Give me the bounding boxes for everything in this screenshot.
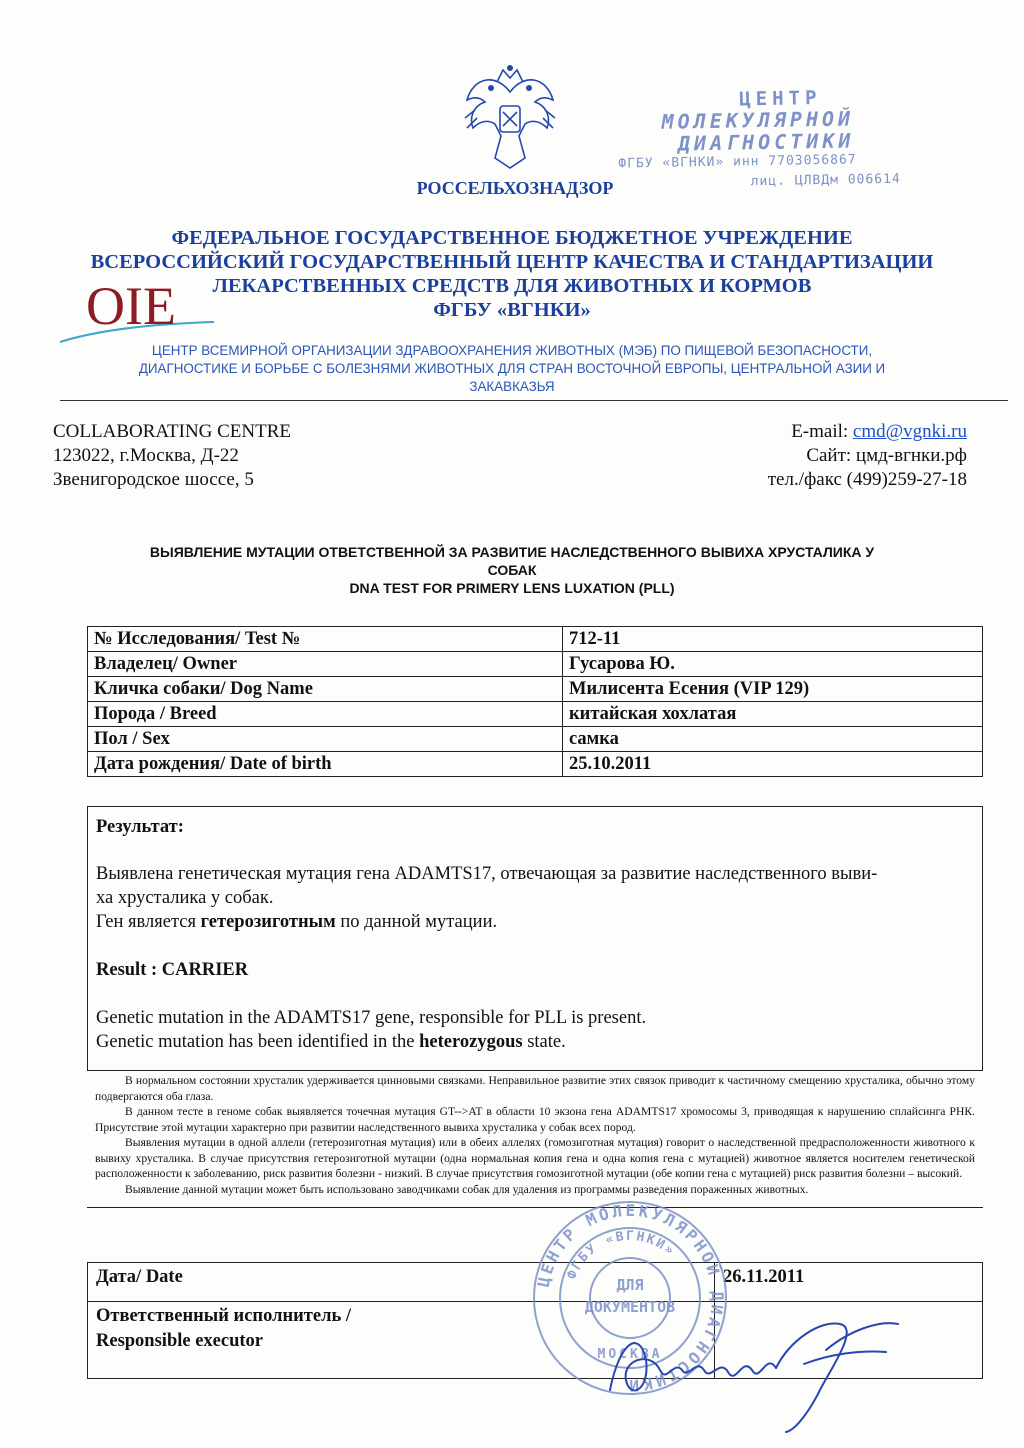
oie-logo-text: OIE [86,276,176,336]
stamp-line-4: ФГБУ «ВГНКИ» инн 7703056867 [618,152,857,172]
title-line-3: DNA TEST FOR PRIMERY LENS LUXATION (PLL) [349,580,675,596]
result-ru-gene-bold: гетерозиготным [200,912,336,932]
oie-line: ДИАГНОСТИКЕ И БОРЬБЕ С БОЛЕЗНЯМИ ЖИВОТНЫХ ДЛЯ СТРАН ВОСТОЧНОЙ ЕВРОПЫ, ЦЕНТРАЛЬНОЙ АЗИИ И [138,361,886,376]
test-number-label: № Исследования/ Test № [88,627,563,652]
table-row [88,727,983,752]
test-number-value: 712-11 [563,627,983,652]
address-line: 123022, г.Москва, Д-22 [53,445,239,466]
oie-line: ЗАКАВКАЗЬЯ [469,379,555,394]
result-ru-line-1: Выявлена генетическая мутация гена ADAMTS17, отвечающая за развитие наследственного выви- [96,864,878,884]
table-row [88,752,983,777]
email-label: E-mail: [791,421,853,442]
org-line: ФГБУ «ВГНКИ» [433,299,591,321]
birth-date-value: 25.10.2011 [563,752,983,777]
result-ru-gene-line [96,910,976,934]
stamp-center-2: ДОКУМЕНТОВ [584,1298,676,1316]
stamp-line-2: МОЛЕКУЛЯРНОЙ [661,106,855,134]
table-row [88,702,983,727]
coat-of-arms-emblem [455,62,565,174]
owner-label: Владелец/ Owner [88,652,563,677]
result-ru-line-2: ха хрусталика у собак. [96,888,274,908]
table-row [88,652,983,677]
result-en-line-2 [96,1030,976,1054]
date-label: Дата/ Date [88,1263,715,1302]
email-line [768,420,967,444]
result-en-post: state. [522,1032,566,1052]
birth-date-label: Дата рождения/ Date of birth [88,752,563,777]
result-box [87,806,983,1071]
explanatory-notes [87,1070,983,1208]
owner-value: Гусарова Ю. [563,652,983,677]
dog-name-value: Милисента Есения (VIP 129) [563,677,983,702]
title-line-1: ВЫЯВЛЕНИЕ МУТАЦИИ ОТВЕТСТВЕННОЙ ЗА РАЗВИТИЕ НАСЛЕДСТВЕННОГО ВЫВИХА ХРУСТАЛИКА У [149,544,875,560]
date-value: 26.11.2011 [715,1263,983,1302]
dog-name-label: Кличка собаки/ Dog Name [88,677,563,702]
breed-value: китайская хохлатая [563,702,983,727]
stamp-bottom: МОСКВА [597,1347,663,1362]
table-row [88,627,983,652]
address-line: Звенигородское шоссе, 5 [53,469,254,490]
stamp-line-1: ЦЕНТР [739,87,822,111]
executor-label-line-1: Ответственный исполнитель / [96,1306,351,1326]
website-line: Сайт: цмд-вгнки.рф [806,445,967,466]
result-en-bold: heterozygous [419,1032,523,1052]
result-status: Result : CARRIER [96,960,249,980]
sample-info-table [87,626,983,777]
agency-name: РОССЕЛЬХОЗНАДЗОР [416,178,614,198]
header-divider [60,400,1008,401]
oie-line: ЦЕНТР ВСЕМИРНОЙ ОРГАНИЗАЦИИ ЗДРАВООХРАНЕНИЯ ЖИВОТНЫХ (МЭБ) ПО ПИЩЕВОЙ БЕЗОПАСНОСТИ, [151,343,873,358]
result-ru-gene-post: по данной мутации. [335,912,498,932]
table-row [88,677,983,702]
title-line-2: СОБАК [487,562,537,578]
result-heading: Результат: [96,817,184,837]
result-content [96,815,976,1054]
note-paragraph: В нормальном состоянии хрусталик удерживается цинновыми связками. Неправильное развитие этих связок приводит к частичному смещению хрусталика, обычно этому подвергаются оба глаза. [95,1074,975,1103]
result-ru-gene-pre: Ген является [96,912,201,932]
org-line: ФЕДЕРАЛЬНОЕ ГОСУДАРСТВЕННОЕ БЮДЖЕТНОЕ УЧРЕЖДЕНИЕ [171,227,853,249]
address-line: COLLABORATING CENTRE [53,421,292,442]
document-title [40,543,984,597]
result-en-line-1: Genetic mutation in the ADAMTS17 gene, responsible for PLL is present. [96,1008,647,1028]
executor-signature [590,1300,910,1440]
result-en-pre: Genetic mutation has been identified in the [96,1032,420,1052]
breed-label: Порода / Breed [88,702,563,727]
oie-logo [58,272,218,347]
contact-block [768,420,967,492]
sex-value: самка [563,727,983,752]
org-line: ЛЕКАРСТВЕННЫХ СРЕДСТВ ДЛЯ ЖИВОТНЫХ И КОРМОВ [212,275,812,297]
executor-label-line-2: Responsible executor [96,1331,263,1351]
sex-label: Пол / Sex [88,727,563,752]
org-line: ВСЕРОССИЙСКИЙ ГОСУДАРСТВЕННЫЙ ЦЕНТР КАЧЕСТВА И СТАНДАРТИЗАЦИИ [90,251,934,273]
stamp-line-5: лиц. ЦЛВДм 006614 [750,171,901,190]
note-paragraph: Выявление данной мутации может быть использовано заводчиками собак для удаления из программы разведения пораженных животных. [125,1182,809,1196]
stamp-ring-text: ЦЕНТР МОЛЕКУЛЯРНОЙ ДИАГНОСТИКИ [533,1200,728,1396]
note-paragraph: В данном тесте в геноме собак выявляется точечная мутация GT-->AT в области 10 экзона гена ADAMTS17 хромосомы 3, приводящая к нарушению сплайсинга РНК. Присутствие этой мутации характерно при развитии наследственного вывиха хрусталика у собак всех пород. [95,1105,975,1134]
oie-centre-description [40,342,984,396]
note-paragraph: Выявления мутации в одной аллели (гетерозиготная мутация) или в обеих аллелях (гомозиготная мутация) говорит о наследственной предрасположенности животного к вывиху хрусталика. В случае присутствия гетерозиготной мутации (одна нормальная копия гена и одна копия гена с мутацией) животное является носителем генетической расположенности к заболеванию, риск развития болезни - низкий. В случае присутствия гомозиготной мутации (обе копии гена с мутацией) риск развития болезни – высокий. [95,1136,975,1180]
stamp-line-3: ДИАГНОСТИКИ [677,128,855,156]
phone-line: тел./факс (499)259-27-18 [767,469,967,490]
stamp-center-1: ДЛЯ [616,1276,644,1294]
molecular-diagnostics-stamp [599,85,931,201]
address-block [53,420,291,492]
stamp-inner-ring: ФГБУ «ВГНКИ» [564,1228,678,1282]
email-link[interactable]: cmd@vgnki.ru [852,421,967,442]
